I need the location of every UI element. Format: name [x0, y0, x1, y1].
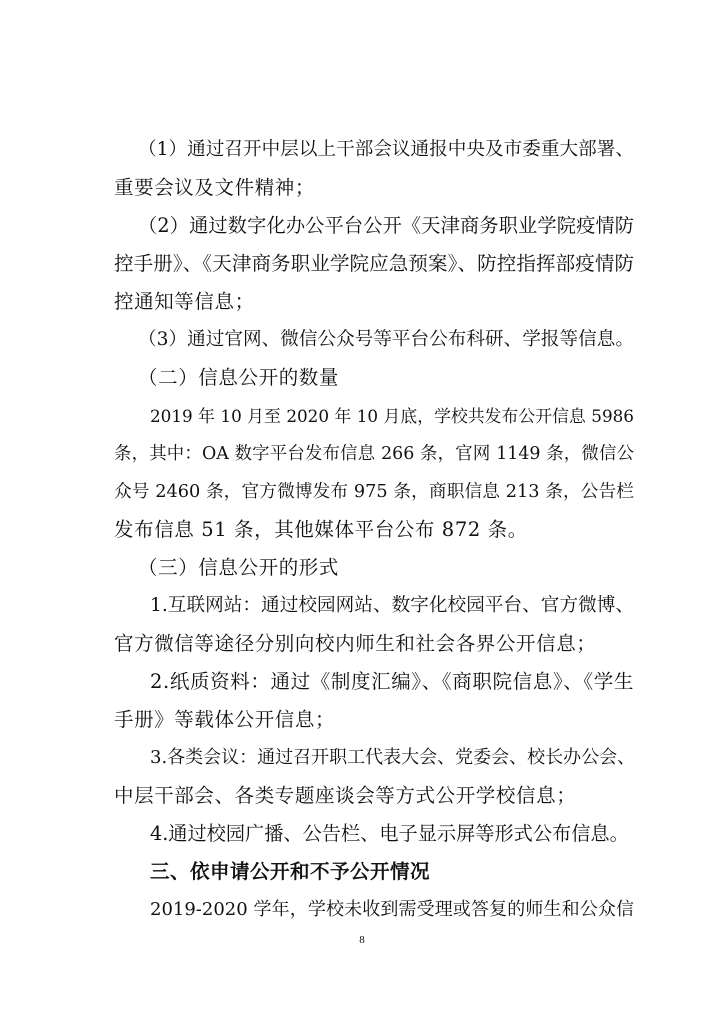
paragraph-line: 重要会议及文件精神； [114, 176, 316, 199]
paragraph-line: 2.纸质资料：通过《制度汇编》、《商职院信息》、《学生 [150, 670, 634, 693]
section-subheading: （三）信息公开的形式 [138, 556, 340, 579]
paragraph-line: （2）通过数字化办公平台公开《天津商务职业学院疫情防 [138, 214, 634, 237]
paragraph-line: 1.互联网站：通过校园网站、数字化校园平台、官方微博、 [150, 595, 634, 616]
paragraph-line: （1）通过召开中层以上干部会议通报中央及市委重大部署、 [138, 139, 634, 160]
paragraph-line: 众号 2460 条，官方微博发布 975 条，商职信息 213 条，公告栏 [114, 482, 634, 502]
paragraph-line: 控通知等信息； [114, 290, 255, 313]
section-subheading: （二）信息公开的数量 [138, 366, 340, 389]
paragraph-line: 4.通过校园广播、公告栏、电子显示屏等形式公布信息。 [150, 822, 629, 845]
paragraph-line: 2019-2020 学年，学校未收到需受理或答复的师生和公众信 [150, 899, 634, 920]
paragraph-line: 控手册》、《天津商务职业学院应急预案》、防控指挥部疫情防 [114, 252, 634, 275]
page-number: 8 [359, 934, 365, 946]
paragraph-line: 发布信息 51 条，其他媒体平台公布 872 条。 [114, 518, 528, 541]
section-heading: 三、依申请公开和不予公开情况 [150, 860, 431, 883]
paragraph-line: 手册》等载体公开信息； [114, 708, 336, 731]
paragraph-line: 条，其中：OA 数字平台发布信息 266 条，官网 1149 条，微信公 [114, 444, 634, 464]
paragraph-line: 3.各类会议：通过召开职工代表大会、党委会、校长办公会、 [150, 747, 636, 768]
paragraph-line: 官方微信等途径分别向校内师生和社会各界公开信息； [114, 632, 597, 655]
paragraph-line: （3）通过官网、微信公众号等平台公布科研、学报等信息。 [138, 329, 634, 350]
paragraph-line: 中层干部会、各类专题座谈会等方式公开学校信息； [114, 784, 577, 807]
paragraph-line: 2019 年 10 月至 2020 年 10 月底，学校共发布公开信息 5986 [150, 406, 634, 426]
